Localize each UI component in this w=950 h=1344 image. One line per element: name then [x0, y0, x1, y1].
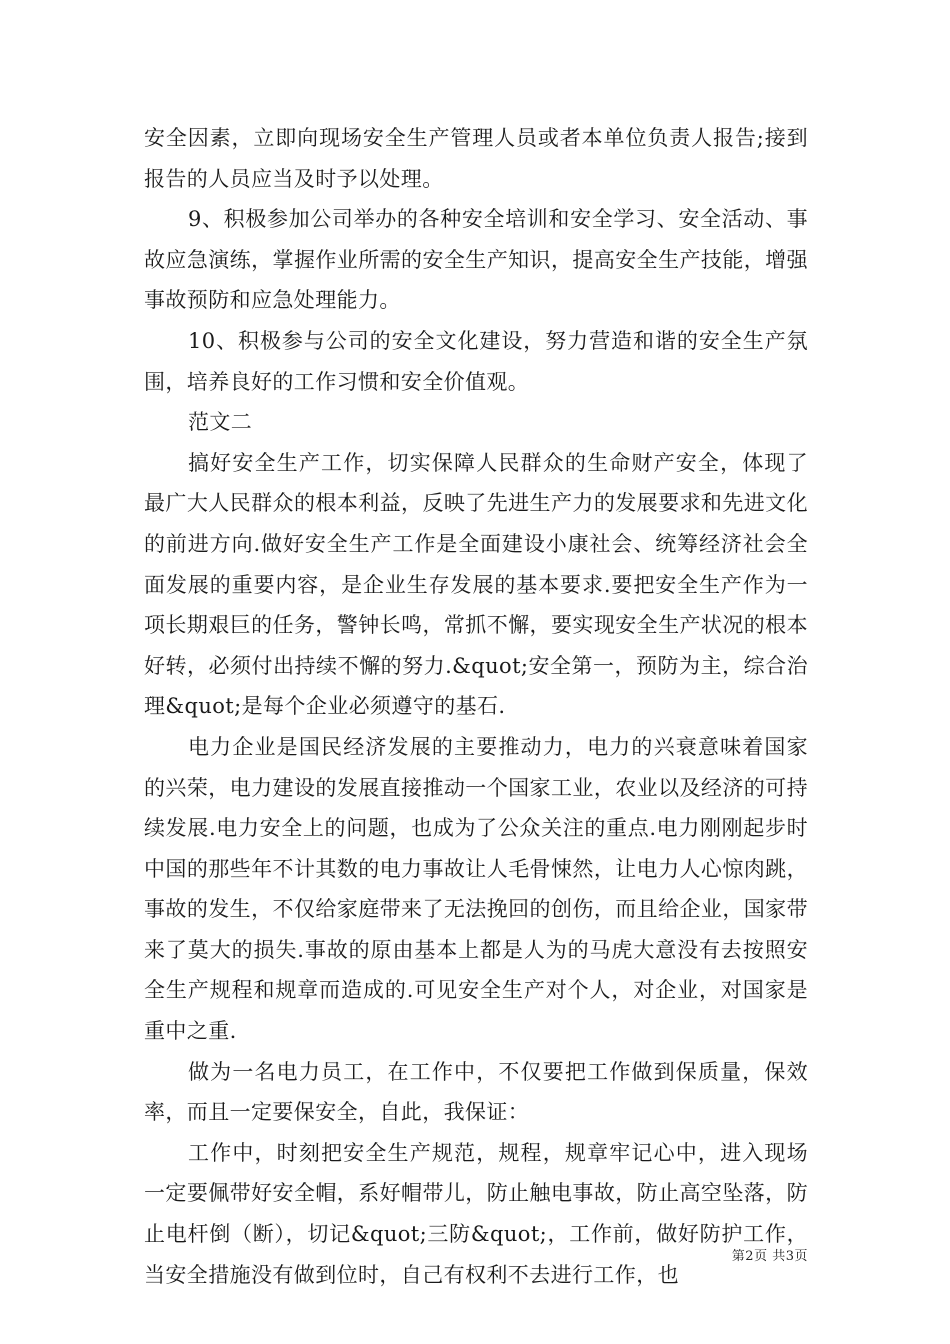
paragraph-7: 做为一名电力员工，在工作中，不仅要把工作做到保质量，保效率，而且一定要保安全，自此，我保证：: [144, 1059, 808, 1125]
paragraph-3: 10、积极参与公司的安全文化建设，努力营造和谐的安全生产氛围，培养良好的工作习惯和安全价值观。: [144, 328, 808, 394]
footer-current-page: 2: [745, 1249, 755, 1264]
paragraph-5: 搞好安全生产工作，切实保障人民群众的生命财产安全，体现了最广大人民群众的根本利益，反映了先进生产力的发展要求和先进文化的前进方向.做好安全生产工作是全面建设小康社会、统筹经济社会全面发展的重要内容，是企业生存发展的基本要求.要把安全生产作为一项长期艰巨的任务，警钟长鸣，常抓不懈，要实现安全生产状况的根本好转，必须付出持续不懈的努力.&quot;安全第一，预防为主，综合治理&quot;是每个企业必须遵守的基石.: [144, 450, 808, 719]
footer-suffix: 页: [794, 1249, 808, 1264]
footer-middle: 页 共: [754, 1249, 786, 1264]
paragraph-2: 9、积极参加公司举办的各种安全培训和安全学习、安全活动、事故应急演练，掌握作业所需的安全生产知识，提高安全生产技能，增强事故预防和应急处理能力。: [144, 207, 808, 313]
page-number-footer: [732, 1245, 808, 1264]
paragraph-8: 工作中，时刻把安全生产规范，规程，规章牢记心中，进入现场一定要佩带好安全帽，系好帽带儿，防止触电事故，防止高空坠落，防止电杆倒（断），切记&quot;三防&quot;，工作前，做好防护工作，当安全措施没有做到位时，自己有权利不去进行工作，也: [144, 1140, 808, 1287]
paragraph-6: 电力企业是国民经济发展的主要推动力，电力的兴衰意味着国家的兴荣，电力建设的发展直接推动一个国家工业，农业以及经济的可持续发展.电力安全上的问题，也成为了公众关注的重点.电力刚刚起步时中国的那些年不计其数的电力事故让人毛骨悚然，让电力人心惊肉跳，事故的发生，不仅给家庭带来了无法挽回的创伤，而且给企业，国家带来了莫大的损失.事故的原由基本上都是人为的马虎大意没有去按照安全生产规程和规章而造成的.可见安全生产对个人，对企业，对国家是重中之重.: [144, 734, 808, 1044]
footer-total-pages: 3: [785, 1249, 795, 1264]
section-heading: 范文二: [188, 410, 253, 435]
footer-prefix: 第: [731, 1249, 746, 1264]
paragraph-1: 安全因素，立即向现场安全生产管理人员或者本单位负责人报告;接到报告的人员应当及时予以处理。: [144, 126, 808, 191]
document-body: [144, 118, 808, 1295]
